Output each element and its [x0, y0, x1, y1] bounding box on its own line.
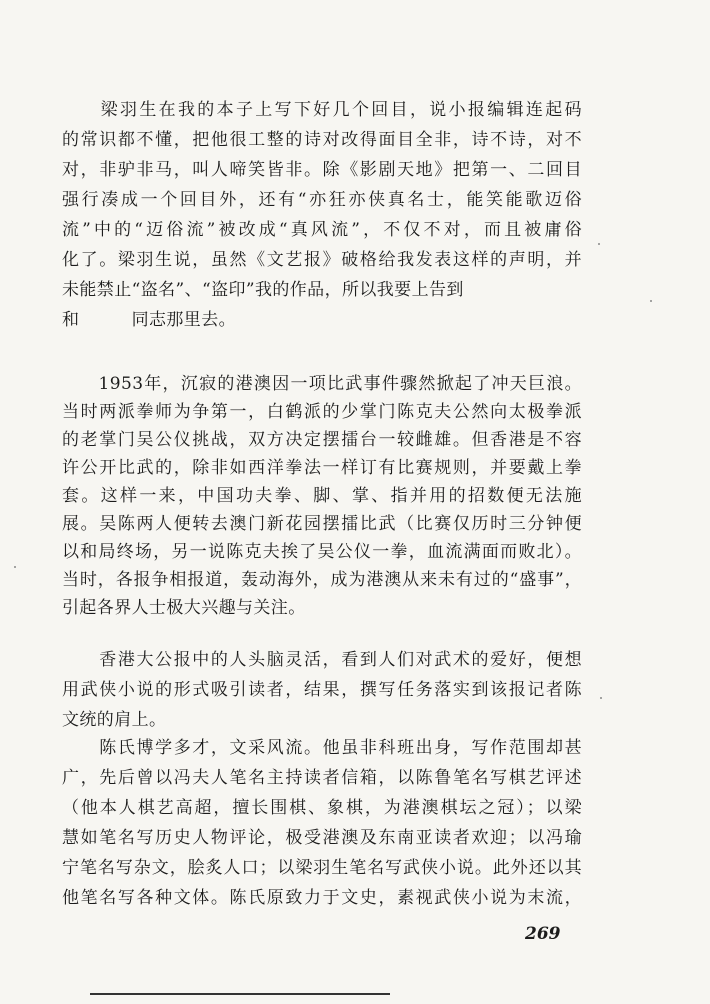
- scan-speck: [600, 697, 602, 699]
- text-line: 对，非驴非马，叫人啼笑皆非。除《影剧天地》把第一、二回目: [62, 160, 582, 180]
- text-line: 套。这样一来，中国功夫拳、脚、掌、指并用的招数便无法施: [62, 486, 582, 506]
- text-line: 强行凑成一个回目外，还有“亦狂亦侠真名士，能笑能歌迈俗: [62, 190, 582, 210]
- text-line: 许公开比武的，除非如西洋拳法一样订有比赛规则，并要戴上拳: [62, 458, 582, 478]
- text-line: （他本人棋艺高超，擅长围棋、象棋，为港澳棋坛之冠）；以梁: [62, 798, 582, 818]
- text-line: 的老掌门吴公仪挑战，双方决定摆擂台一较雌雄。但香港是不容: [62, 430, 582, 450]
- text-line: 流”中的“迈俗流”被改成“真风流”，不仅不对，而且被庸俗: [62, 220, 582, 240]
- text-line: 陈氏博学多才，文采风流。他虽非科班出身，写作范围却甚: [62, 738, 582, 758]
- text-line: 香港大公报中的人头脑灵活，看到人们对武术的爱好，便想: [62, 650, 582, 670]
- text-line: 未能禁止“盗名”、“盗印”我的作品，所以我要上告到: [62, 280, 464, 300]
- text-line: 和 同志那里去。: [62, 310, 236, 330]
- text-line: 梁羽生在我的本子上写下好几个回目，说小报编辑连起码: [62, 100, 582, 120]
- text-line: 1953年，沉寂的港澳因一项比武事件骤然掀起了冲天巨浪。: [62, 374, 582, 394]
- page-number: 269: [525, 924, 561, 944]
- scan-speck: [650, 300, 652, 302]
- text-line: 他笔名写各种文体。陈氏原致力于文史，素视武侠小说为末流，: [62, 888, 582, 908]
- text-line: 以和局终场，另一说陈克夫挨了吴公仪一拳，血流满面而败北）。: [62, 542, 582, 562]
- text-line: 当时两派拳师为争第一，白鹤派的少掌门陈克夫公然向太极拳派: [62, 402, 582, 422]
- text-line: 用武侠小说的形式吸引读者，结果，撰写任务落实到该报记者陈: [62, 680, 582, 700]
- text-line: 引起各界人士极大兴趣与关注。: [62, 598, 306, 618]
- text-line: 的常识都不懂，把他很工整的诗对改得面目全非，诗不诗，对不: [62, 130, 582, 150]
- text-line: 慧如笔名写历史人物评论，极受港澳及东南亚读者欢迎；以冯瑜: [62, 828, 582, 848]
- text-line: 文统的肩上。: [62, 710, 167, 730]
- scan-speck: [14, 566, 16, 568]
- scan-speck: [598, 243, 600, 245]
- text-line: 当时，各报争相报道，轰动海外，成为港澳从来未有过的“盛事”，: [62, 570, 582, 590]
- text-line: 展。吴陈两人便转去澳门新花园摆擂比武（比赛仅历时三分钟便: [62, 514, 582, 534]
- text-line: 化了。梁羽生说，虽然《文艺报》破格给我发表这样的声明，并: [62, 250, 582, 270]
- text-line: 宁笔名写杂文，脍炙人口；以梁羽生笔名写武侠小说。此外还以其: [62, 858, 582, 878]
- bottom-rule: [90, 993, 390, 995]
- text-line: 广，先后曾以冯夫人笔名主持读者信箱，以陈鲁笔名写棋艺评述: [62, 768, 582, 788]
